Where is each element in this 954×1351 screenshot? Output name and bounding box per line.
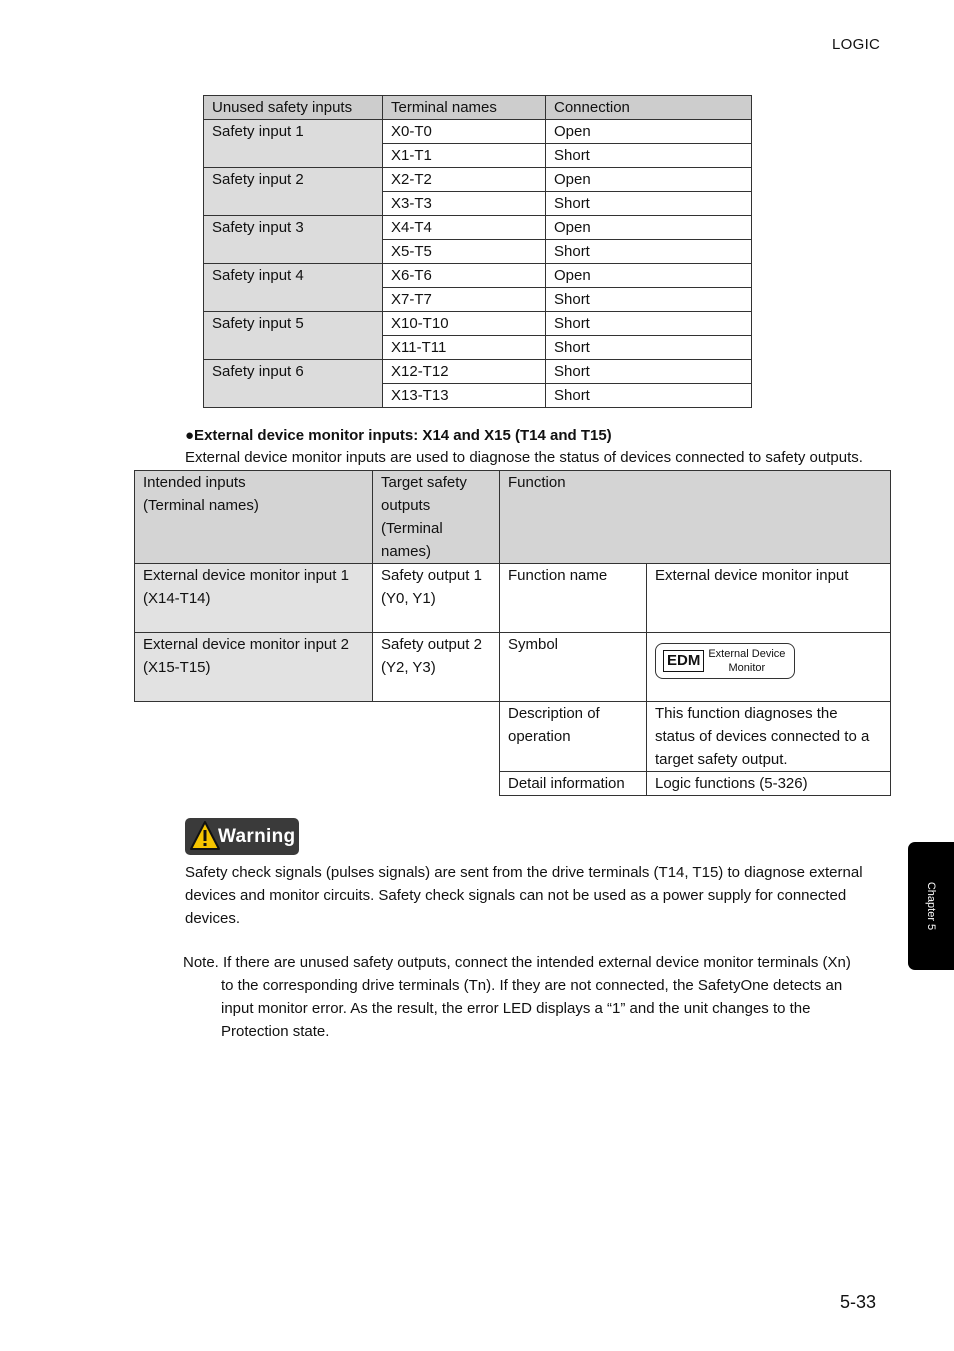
connection-cell: Short xyxy=(546,384,752,408)
function-name-label: Function name xyxy=(500,564,647,633)
terminal-name-cell: X13-T13 xyxy=(383,384,546,408)
warning-triangle-icon xyxy=(189,820,221,852)
connection-cell: Short xyxy=(546,360,752,384)
table-header-row xyxy=(204,96,752,120)
note: Note. If there are unused safety outputs, connect the intended external device monitor terminals (Xn) to the corresponding drive terminals (Tn). If they are not connected, the SafetyOne detects an input monitor error. As the result, the error LED displays a “1” and the unit changes to the Protection state. xyxy=(183,954,851,1040)
unused-safety-inputs-table xyxy=(203,95,752,408)
warning-text: Safety check signals (pulses signals) are sent from the drive terminals (T14, T15) to diagnose external devices and monitor circuits. Safety check signals can not be used as a power supply for connected devices. xyxy=(185,864,863,927)
header-cell: Connection xyxy=(546,96,752,120)
symbol-value xyxy=(647,633,891,702)
table-row xyxy=(204,192,752,216)
safety-input-name-cont xyxy=(204,240,383,264)
empty-cell xyxy=(135,772,500,796)
warning-label: Warning xyxy=(218,826,296,847)
edm-symbol-text: External Device Monitor xyxy=(708,648,786,674)
description-value: This function diagnoses the status of devices connected to a target safety output. xyxy=(647,702,891,772)
input-cell: External device monitor input 1 (X14-T14) xyxy=(135,564,373,633)
terminal-name-cell: X3-T3 xyxy=(383,192,546,216)
safety-input-name: Safety input 1 xyxy=(204,120,383,144)
function-name-value: External device monitor input xyxy=(647,564,891,633)
table-row xyxy=(204,336,752,360)
chapter-tab xyxy=(908,842,954,970)
table-row xyxy=(135,772,891,796)
safety-input-name: Safety input 3 xyxy=(204,216,383,240)
table-row xyxy=(204,168,752,192)
connection-cell: Short xyxy=(546,144,752,168)
terminal-name-cell: X1-T1 xyxy=(383,144,546,168)
connection-cell: Open xyxy=(546,168,752,192)
input-cell: External device monitor input 2 (X15-T15) xyxy=(135,633,373,702)
connection-cell: Open xyxy=(546,264,752,288)
table-row xyxy=(204,120,752,144)
safety-input-name: Safety input 6 xyxy=(204,360,383,384)
header-intended-inputs: Intended inputs (Terminal names) xyxy=(135,471,373,564)
connection-cell: Open xyxy=(546,216,752,240)
header-cell: Terminal names xyxy=(383,96,546,120)
table-row xyxy=(204,144,752,168)
connection-cell: Short xyxy=(546,240,752,264)
description-label: Description of operation xyxy=(500,702,647,772)
page-number: 5-33 xyxy=(840,1292,877,1312)
terminal-name-cell: X6-T6 xyxy=(383,264,546,288)
symbol-label: Symbol xyxy=(500,633,647,702)
output-cell: Safety output 2 (Y2, Y3) xyxy=(373,633,500,702)
table-row xyxy=(204,384,752,408)
table-row xyxy=(204,216,752,240)
output-cell: Safety output 1 (Y0, Y1) xyxy=(373,564,500,633)
terminal-name-cell: X12-T12 xyxy=(383,360,546,384)
terminal-name-cell: X10-T10 xyxy=(383,312,546,336)
table-row xyxy=(204,264,752,288)
empty-cell xyxy=(135,702,500,772)
connection-cell: Short xyxy=(546,336,752,360)
header-function: Function xyxy=(500,471,891,564)
terminal-name-cell: X11-T11 xyxy=(383,336,546,360)
terminal-name-cell: X2-T2 xyxy=(383,168,546,192)
connection-cell: Short xyxy=(546,288,752,312)
table-row xyxy=(135,633,891,702)
safety-input-name-cont xyxy=(204,336,383,360)
detail-value: Logic functions (5-326) xyxy=(647,772,891,796)
connection-cell: Short xyxy=(546,312,752,336)
table-header-row xyxy=(135,471,891,564)
safety-input-name-cont xyxy=(204,384,383,408)
edm-symbol xyxy=(655,643,795,679)
warning-badge xyxy=(185,818,299,855)
section-description: External device monitor inputs are used to diagnose the status of devices connected to safety outputs. xyxy=(185,449,863,466)
table-row xyxy=(135,702,891,772)
safety-input-name: Safety input 4 xyxy=(204,264,383,288)
table-row xyxy=(204,360,752,384)
connection-cell: Open xyxy=(546,120,752,144)
terminal-name-cell: X5-T5 xyxy=(383,240,546,264)
detail-label: Detail information xyxy=(500,772,647,796)
edm-function-table xyxy=(134,470,891,796)
terminal-name-cell: X0-T0 xyxy=(383,120,546,144)
edm-symbol-abbr: EDM xyxy=(663,650,704,672)
terminal-name-cell: X4-T4 xyxy=(383,216,546,240)
safety-input-name-cont xyxy=(204,144,383,168)
chapter-tab-label: Chapter 5 xyxy=(925,881,937,931)
safety-input-name-cont xyxy=(204,192,383,216)
section-heading: ●External device monitor inputs: X14 and X15 (T14 and T15) xyxy=(185,427,612,444)
section-header: LOGIC xyxy=(832,36,881,53)
header-target-outputs: Target safety outputs (Terminal names) xyxy=(373,471,500,564)
safety-input-name: Safety input 5 xyxy=(204,312,383,336)
connection-cell: Short xyxy=(546,192,752,216)
safety-input-name: Safety input 2 xyxy=(204,168,383,192)
terminal-name-cell: X7-T7 xyxy=(383,288,546,312)
table-row xyxy=(204,312,752,336)
header-cell: Unused safety inputs xyxy=(204,96,383,120)
table-row xyxy=(204,288,752,312)
safety-input-name-cont xyxy=(204,288,383,312)
table-row xyxy=(135,564,891,633)
table-row xyxy=(204,240,752,264)
